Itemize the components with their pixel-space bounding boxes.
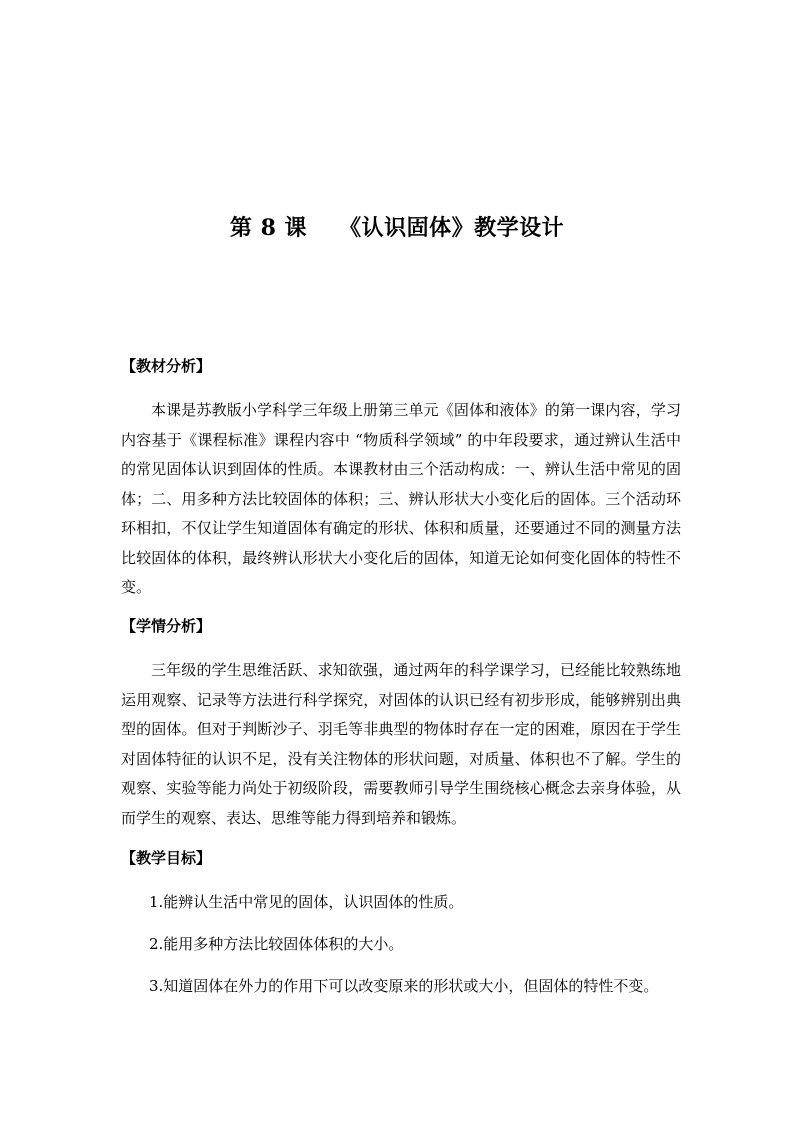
section-teaching-goals (121, 844, 681, 1000)
section-heading: 【教学目标】 (121, 849, 212, 867)
section-student-analysis (121, 612, 681, 833)
section-paragraph: 本课是苏教版小学科学三年级上册第三单元《固体和液体》的第一课内容，学习内容基于《课程标准》课程内容中 “物质科学领域” 的中年段要求，通过辨认生活中的常见固体认识到固体的性质。本课教材由三个活动构成：一、辨认生活中常见的固体；二、用多种方法比较固体的体积；三、辨认形状大小变化后的固体。三个活动环环相扣，不仅让学生知道固体有确定的形状、体积和质量，还要通过不同的测量方法比较固体的体积，最终辨认形状大小变化后的固体，知道无论如何变化固体的特性不变。 (121, 401, 681, 596)
section-paragraph: 三年级的学生思维活跃、求知欲强，通过两年的科学课学习，已经能比较熟练地运用观察、记录等方法进行科学探究，对固体的认识已经有初步形成，能够辨别出典型的固体。但对于判断沙子、羽毛等非典型的物体时存在一定的困难，原因在于学生对固体特征的认识不足，没有关注物体的形状问题，对质量、体积也不了解。学生的观察、实验等能力尚处于初级阶段，需要教师引导学生围绕核心概念去亲身体验，从而学生的观察、表达、思维等能力得到培养和锻炼。 (121, 661, 681, 827)
goal-item: 3.知道固体在外力的作用下可以改变原来的形状或大小，但固体的特性不变。 (149, 977, 659, 995)
goal-item: 2.能用多种方法比较固体体积的大小。 (149, 935, 404, 953)
goal-item: 1.能辨认生活中常见的固体，认识固体的性质。 (149, 893, 464, 911)
section-heading: 【学情分析】 (121, 617, 212, 635)
section-heading: 【教材分析】 (121, 357, 212, 375)
section-textbook-analysis (121, 352, 681, 603)
document-title (0, 210, 794, 246)
lesson-number: 第 8 课 (229, 215, 308, 241)
lesson-name: 《认识固体》教学设计 (339, 215, 565, 241)
